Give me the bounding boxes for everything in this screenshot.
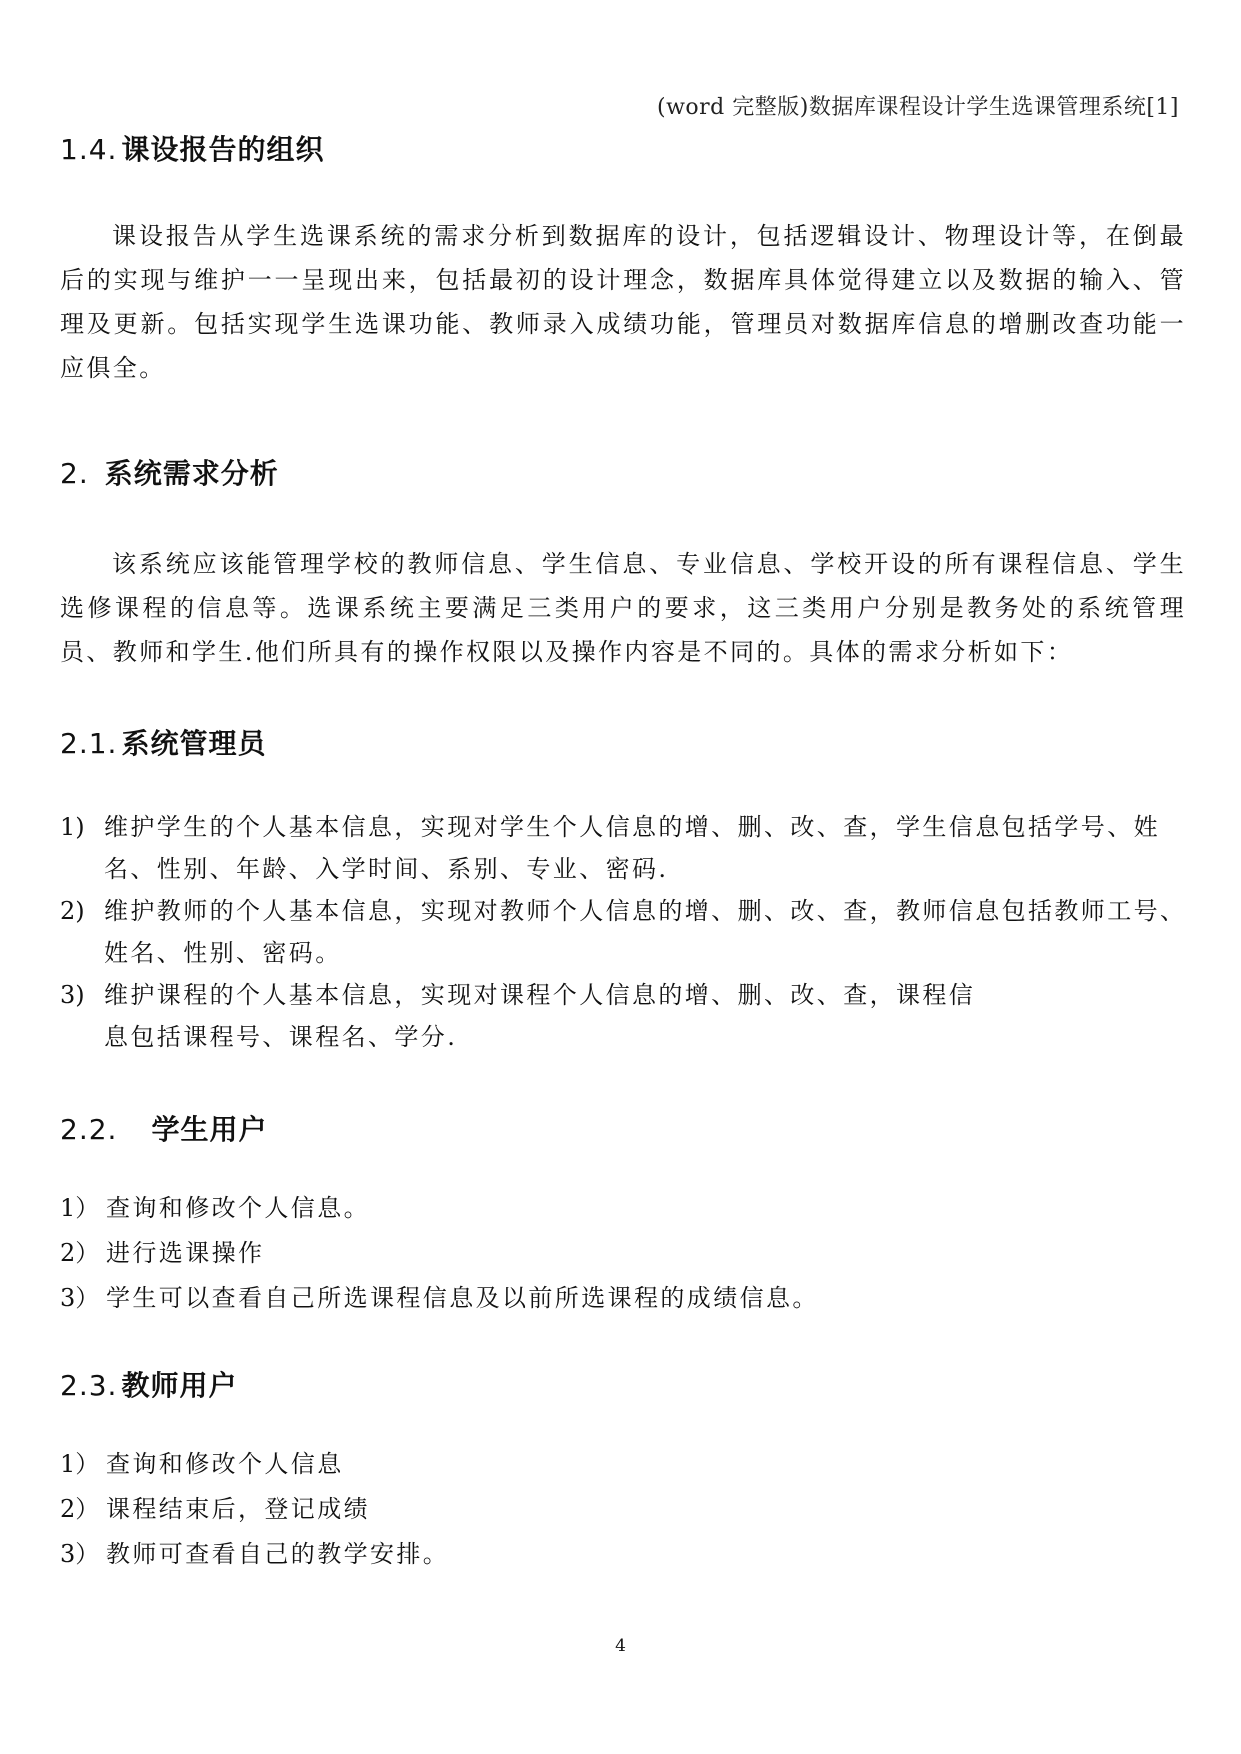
list-marker: 2） bbox=[60, 1495, 100, 1523]
list-item-text: 教师可查看自己的教学安排。 bbox=[106, 1540, 450, 1568]
heading-2-number: 2. bbox=[60, 457, 89, 490]
list-item-text: 查询和修改个人信息。 bbox=[106, 1194, 370, 1222]
list-item-text: 查询和修改个人信息 bbox=[106, 1450, 344, 1478]
list-marker: 1） bbox=[60, 1450, 100, 1478]
list-item bbox=[60, 1231, 1190, 1276]
list-item-text: 维护学生的个人基本信息，实现对学生个人信息的增、删、改、查，学生信息包括学号、姓名、性别、年龄、入学时间、系别、专业、密码. bbox=[104, 813, 1160, 883]
list-item bbox=[60, 1532, 1190, 1577]
list-item-text: 课程结束后，登记成绩 bbox=[106, 1495, 370, 1523]
student-requirements-list bbox=[60, 1186, 1190, 1321]
list-marker: 3） bbox=[60, 1284, 100, 1312]
heading-2 bbox=[60, 452, 279, 492]
list-item-text: 维护教师的个人基本信息，实现对教师个人信息的增、删、改、查，教师信息包括教师工号、姓名、性别、密码。 bbox=[104, 897, 1187, 967]
list-item bbox=[60, 1276, 1190, 1321]
list-marker: 3） bbox=[60, 1540, 100, 1568]
page-number: 4 bbox=[615, 1636, 626, 1656]
list-item-text-line1: 维护课程的个人基本信息，实现对课程个人信息的增、删、改、查，课程信 bbox=[104, 981, 976, 1009]
list-marker: 1） bbox=[60, 1194, 100, 1222]
list-marker: 2) bbox=[60, 897, 85, 925]
heading-1-4-number: 1.4. bbox=[60, 133, 118, 166]
list-item-text: 学生可以查看自己所选课程信息及以前所选课程的成绩信息。 bbox=[106, 1284, 819, 1312]
list-item bbox=[60, 1186, 1190, 1231]
list-item bbox=[60, 974, 1190, 1058]
heading-1-4-title: 课设报告的组织 bbox=[121, 133, 325, 166]
heading-2-title: 系统需求分析 bbox=[104, 457, 279, 490]
heading-2-3-number: 2.3. bbox=[60, 1369, 118, 1402]
heading-2-1-title: 系统管理员 bbox=[121, 727, 267, 760]
list-item bbox=[60, 1487, 1190, 1532]
teacher-requirements-list bbox=[60, 1442, 1190, 1577]
heading-2-3-title: 教师用户 bbox=[121, 1369, 238, 1402]
list-item bbox=[60, 806, 1190, 890]
list-marker: 1) bbox=[60, 813, 85, 841]
list-item-text-line2: 息包括课程号、课程名、学分. bbox=[104, 1023, 458, 1051]
heading-2-2-number: 2.2. bbox=[60, 1113, 118, 1146]
admin-requirements-list bbox=[60, 806, 1190, 1058]
list-item bbox=[60, 1442, 1190, 1487]
list-marker: 3) bbox=[60, 981, 85, 1009]
heading-2-1-number: 2.1. bbox=[60, 727, 118, 760]
list-marker: 2） bbox=[60, 1239, 100, 1267]
heading-2-2-title: 学生用户 bbox=[151, 1113, 268, 1146]
paragraph-requirements-analysis: 该系统应该能管理学校的教师信息、学生信息、专业信息、学校开设的所有课程信息、学生选修课程的信息等。选课系统主要满足三类用户的要求，这三类用户分别是教务处的系统管理员、教师和学生.他们所具有的操作权限以及操作内容是不同的。具体的需求分析如下： bbox=[60, 550, 1186, 666]
running-header: (word 完整版)数据库课程设计学生选课管理系统[1] bbox=[657, 95, 1179, 120]
list-item-text: 进行选课操作 bbox=[106, 1239, 265, 1267]
list-item bbox=[60, 890, 1190, 974]
heading-2-2 bbox=[60, 1108, 267, 1148]
heading-2-1 bbox=[60, 722, 266, 762]
heading-1-4 bbox=[60, 128, 324, 168]
paragraph-report-organization: 课设报告从学生选课系统的需求分析到数据库的设计，包括逻辑设计、物理设计等，在倒最后的实现与维护一一呈现出来，包括最初的设计理念，数据库具体觉得建立以及数据的输入、管理及更新。包括实现学生选课功能、教师录入成绩功能，管理员对数据库信息的增删改查功能一应俱全。 bbox=[60, 222, 1186, 382]
heading-2-3 bbox=[60, 1364, 237, 1404]
